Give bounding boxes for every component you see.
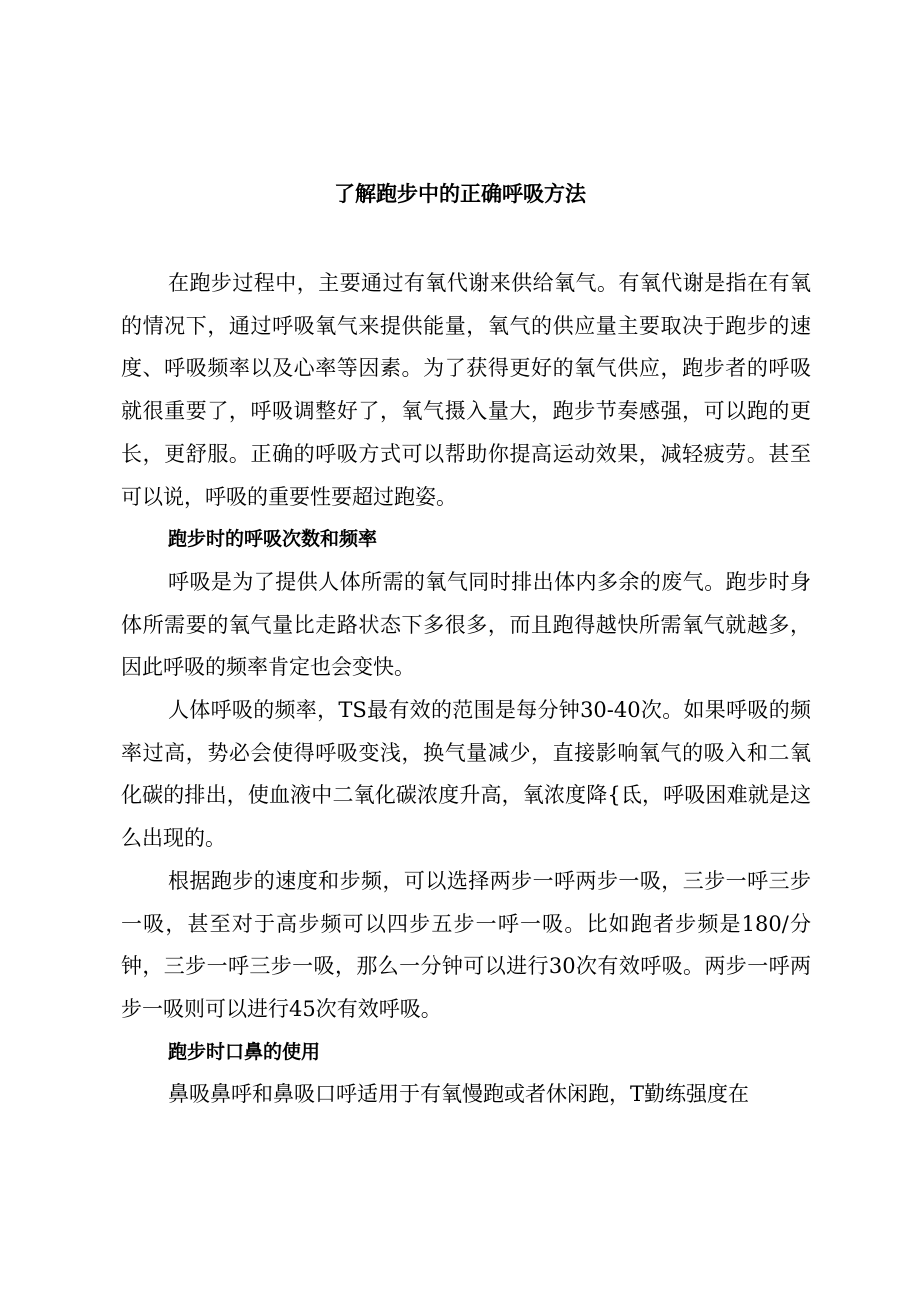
paragraph-intro: 在跑步过程中，主要通过有氧代谢来供给氧气。有氧代谢是指在有氧的情况下，通过呼吸氧气来提供能量，氧气的供应量主要取决于跑步的速度、呼吸频率以及心率等因素。为了获得更好的氧气供应，跑步者的呼吸就很重要了，呼吸调整好了，氧气摄入量大，跑步节奏感强，可以跑的更长，更舒服。正确的呼吸方式可以帮助你提高运动效果，减轻疲劳。甚至可以说，呼吸的重要性要超过跑姿。 bbox=[121, 271, 811, 509]
paragraph-breathing-rate: 人体呼吸的频率，TS最有效的范围是每分钟30-40次。如果呼吸的频率过高，势必会使得呼吸变浅，换气量减少，直接影响氧气的吸入和二氧化碳的排出，使血液中二氧化碳浓度升高，氧浓度降{氐，呼吸困难就是这么出现的。 bbox=[121, 698, 811, 851]
paragraph-breathing-purpose: 呼吸是为了提供人体所需的氧气同时排出体内多余的废气。跑步时身体所需要的氧气量比走路状态下多很多，而且跑得越快所需氧气就越多，因此呼吸的频率肯定也会变快。 bbox=[121, 569, 811, 680]
document-title: 了解跑步中的正确呼吸方法 bbox=[334, 182, 586, 206]
document-body bbox=[121, 262, 811, 1116]
section-heading-mouth-nose: 跑步时口鼻的使用 bbox=[168, 1040, 321, 1063]
paragraph-mouth-nose: 鼻吸鼻呼和鼻吸口呼适用于有氧慢跑或者休闲跑，T勤练强度在 bbox=[168, 1082, 750, 1107]
paragraph-step-rhythm: 根据跑步的速度和步频，可以选择两步一呼两步一吸，三步一呼三步一吸，甚至对于高步频可以四步五步一呼一吸。比如跑者步频是180/分钟，三步一呼三步一吸，那么一分钟可以进行30次有效呼吸。两步一呼两步一吸则可以进行45次有效呼吸。 bbox=[121, 868, 811, 1021]
section-heading-breathing-frequency: 跑步时的呼吸次数和频率 bbox=[168, 528, 378, 551]
